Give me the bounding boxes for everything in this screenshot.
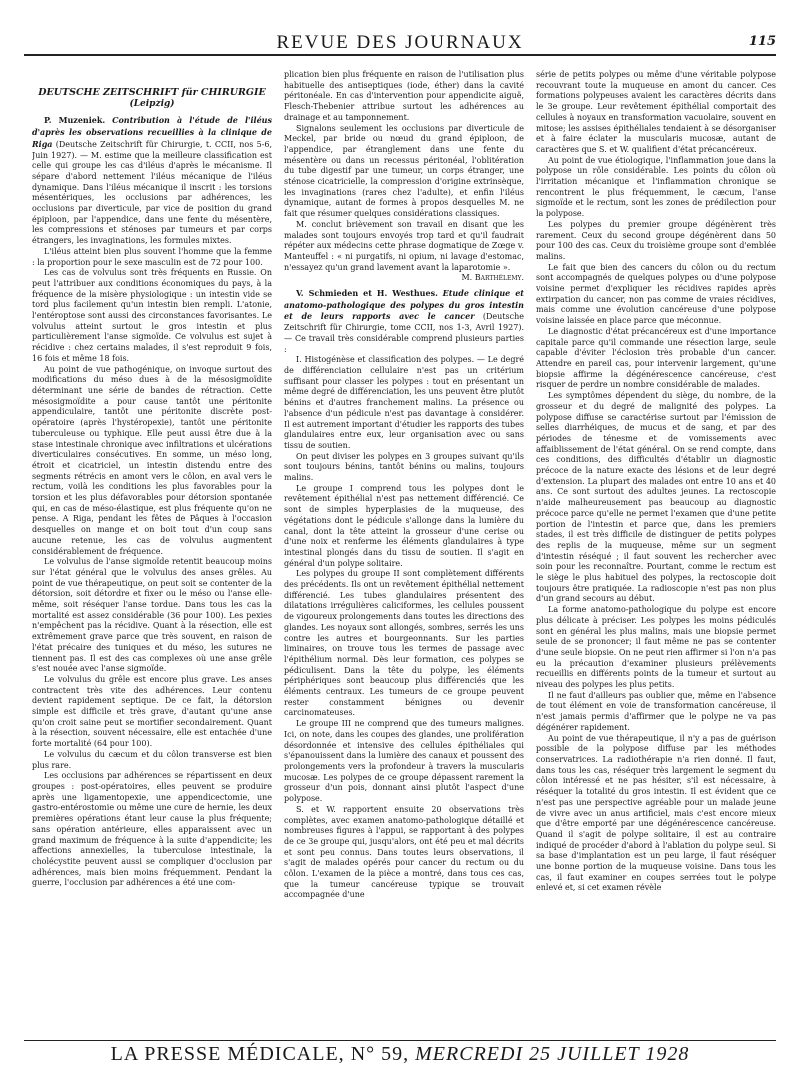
- paragraph: Il ne faut d'ailleurs pas oublier que, même en l'absence de tout élément en voie de transformation cancéreuse, il n'est jamais permis d'affirmer que le polype ne va pas dégénérer rapidement.: [536, 690, 776, 732]
- signature: M. Barthélemy.: [461, 273, 524, 283]
- paragraph: Le volvulus du cæcum et du côlon transverse est bien plus rare.: [32, 749, 272, 770]
- article-2-title: Etude clinique et anatomo-pathologique des polypes du gros intestin et de leurs rapports avec le cancer: [284, 288, 524, 322]
- paragraph: Le groupe III ne comprend que des tumeurs malignes. Ici, on note, dans les coupes des glandes, une prolifération désordonnée et intensive des cellules épithéliales qui s'épanouissent dans la lumière des canaux et poussent des prolongements vers la profondeur à travers la muscularis mucosæ. Les polypes de ce groupe dépassent rarement la grosseur d'un pois, donnant ainsi plutôt l'aspect d'une polypose.: [284, 719, 524, 804]
- article-1-intro: [32, 115, 272, 246]
- article-1-reference: (Deutsche Zeitschrift für Chirurgie, t. CCII, nos 5-6, Juin 1927). — M. estime que la meilleure classification est celle qui groupe les cas d'iléus d'après le mécanisme. Il sépare d'abord nettement l'iléus mécanique de l'iléus dynamique. Dans l'iléus mécanique il inscrit : les torsions mésentériques, les occlusions par adhérences, les occlusions par diverticule, par vice de position du grand épiploon, par l'appendice, dans une fente du mésentère, les compressions et sténoses par tumeurs et par corps étrangers, les invaginations, les formules mixtes.: [32, 139, 272, 246]
- article-2-reference: (Deutsche Zeitschrift für Chirurgie, tome CCII, nos 1-3, Avril 1927). — Ce travail très considérable comprend plusieurs parties :: [284, 312, 524, 354]
- paragraph: Le groupe I comprend tous les polypes dont le revêtement épithélial n'est pas nettement différencié. Ce sont de simples hyperplasies de la muqueuse, des végétations dont le pédicule s'allonge dans la lumière du canal, dont la tête atteint la grosseur d'une cerise ou d'une noix et renferme les éléments glandulaires à type intestinal plongés dans du tissu de soutien. Il s'agit en général d'un polype solitaire.: [284, 483, 524, 568]
- footer-date: MERCREDI 25 JUILLET 1928: [415, 1043, 690, 1065]
- paragraph: Au point de vue étiologique, l'inflammation joue dans la polypose un rôle considérable. Les points du côlon où l'irritation mécanique et l'inflammation chronique se rencontrent le plus fréquemment, le cæcum, l'anse sigmoïde et le rectum, sont les zones de prédilection pour la polypose.: [536, 155, 776, 219]
- paragraph: Au point de vue thérapeutique, il n'y a pas de guérison possible de la polypose diffuse par les méthodes conservatrices. La radiothérapie n'a rien donné. Il faut, dans tous les cas, réséquer très largement le segment du côlon intéressé et ne pas hésiter, s'il est nécessaire, à réséquer la totalité du gros intestin. Il est évident que ce n'est pas une perspective agréable pour un malade jeune de vivre avec un anus artificiel, mais c'est encore mieux que d'être emporté par une dégénérescence cancéreuse. Quand il s'agit de polype solitaire, il est au contraire indiqué de procéder d'abord à l'ablation du polype seul. Si sa base d'implantation est un peu large, il faut réséquer une bonne portion de la muqueuse voisine. Dans tous les cas, il faut examiner en coupes serrées tout le polype enlevé et, si cet examen révèle: [536, 733, 776, 893]
- section-subtitle: (Leipzig): [129, 98, 175, 109]
- paragraph: plication bien plus fréquente en raison de l'utilisation plus habituelle des antiseptiques (iode, éther) dans la cavité péritonéale. En cas d'intervention pour appendicite aiguë, Flesch-Thebenier attribue surtout les adhérences au drainage et au tamponnement.: [284, 70, 524, 122]
- paragraph: Les cas de volvulus sont très fréquents en Russie. On peut l'attribuer aux conditions économiques du pays, à la fréquence de la misère physiologique : un intestin vide se tord plus facilement qu'un intestin bien rempli. L'atonie, l'entéroptose sont aussi des circonstances favorisantes. Le volvulus atteint surtout le gros intestin et plus particulièrement l'anse sigmoïde. Ce volvulus est sujet à récidive : chez certains malades, il s'est reproduit 9 fois, 16 fois et même 18 fois.: [32, 268, 272, 363]
- paragraph: I. Histogénèse et classification des polypes. — Le degré de différenciation cellulaire n'est pas un critérium suffisant pour classer les polypes : tout en présentant un même degré de différenciation, les uns peuvent être plutôt bénins et d'autres franchement malins. La présence ou l'absence d'un pédicule n'est pas davantage à considérer. Il est autrement important d'étudier les rapports des tubes glandulaires entre eux, leur organisation avec ou sans tissu de soutien.: [284, 355, 524, 450]
- column-1: [32, 70, 272, 1030]
- journal-title: REVUE DES JOURNAUX: [276, 32, 524, 53]
- page-header: [24, 32, 776, 56]
- paragraph: M. conclut brièvement son travail en disant que les malades sont toujours envoyés trop tard et qu'il faudrait répéter aux médecins cette phrase dogmatique de Zœge v. Manteuffel : « ni purgatifs, ni opium, ni lavage d'estomac, n'essayez qu'un grand lavement avant la laparotomie ».: [284, 219, 524, 272]
- paragraph: On peut diviser les polypes en 3 groupes suivant qu'ils sont toujours bénins, tantôt bénins ou malins, toujours malins.: [284, 451, 524, 483]
- paragraph: Le volvulus de l'anse sigmoïde retentit beaucoup moins sur l'état général que le volvulus des anses grêles. Au point de vue thérapeutique, on peut soit se contenter de la détorsion, soit détordre et fixer ou le méso ou l'anse elle-même, soit réséquer l'anse tordue. Dans tous les cas la mortalité est assez considérable (36 pour 100). Les pexies n'empêchent pas la récidive. Quant à la résection, elle est extrêmement grave parce que très souvent, en raison de l'état précaire des tuniques et du méso, les sutures ne tiennent pas. Il est des cas complexes où une anse grêle s'est nouée avec l'anse sigmoïde.: [32, 557, 272, 674]
- page-footer: [24, 1040, 776, 1066]
- footer-issue: N° 59,: [350, 1043, 410, 1065]
- paragraph: Les polypes du groupe II sont complètement différents des précédents. Ils ont un revêtement épithélial nettement différencié. Les tubes glandulaires présentent des dilatations irrégulières caliciformes, les cellules poussent de vigoureux prolongements dans toutes les directions des glandes. Les noyaux sont allongés, sombres, serrés les uns contre les autres et bourgeonnants. Sur les parties liminaires, on trouve tous les termes de passage avec l'épithélium normal. Dès leur formation, ces polypes se pédiculisent. Dans la tête du polype, les éléments périphériques sont beaucoup plus différenciés que les éléments centraux. Les tumeurs de ce groupe peuvent rester constamment bénignes ou devenir carcinomateuses.: [284, 569, 524, 718]
- paragraph: Les polypes du premier groupe dégénèrent très rarement. Ceux du second groupe dégénèrent dans 50 pour 100 des cas. Ceux du troisième groupe sont d'emblée malins.: [536, 219, 776, 261]
- paragraph: Le volvulus du grêle est encore plus grave. Les anses contractent très vite des adhérences. Leur contenu devient rapidement septique. De ce fait, la détorsion simple est difficile et très grave, d'autant qu'une anse qu'on croit saine peut se mortifier secondairement. Quant à la résection, souvent nécessaire, elle est entachée d'une forte mortalité (64 pour 100).: [32, 674, 272, 749]
- page-number: 115: [748, 34, 776, 49]
- article-1-title: Contribution à l'étude de l'iléus d'après les observations recueillies à la clinique de Riga: [32, 115, 272, 149]
- footer-journal: LA PRESSE MÉDICALE,: [110, 1043, 345, 1065]
- paragraph: Signalons seulement les occlusions par diverticule de Meckel, par bride ou nœud du grand épiploon, de l'appendice, par étranglement dans une fente du mésentère ou dans un recessus péritonéal, l'oblitération du tube digestif par une tumeur, un corps étranger, une sténose cicatricielle, la compression d'origine extrinsèque, les invaginations (rares chez l'adulte), et enfin l'iléus dynamique, autant de formes à propos desquelles M. ne fait que résumer quelques considérations classiques.: [284, 123, 524, 219]
- paragraph: S. et W. rapportent ensuite 20 observations très complètes, avec examen anatomo-pathologique détaillé et nombreuses figures à l'appui, se rapportant à des polypes de ce 3e groupe qui, jusqu'alors, ont été peu et mal décrits et sont peu connus. Dans toutes leurs observations, il s'agit de malades opérés pour cancer du rectum ou du côlon. L'examen de la pièce a montré, dans tous ces cas, que la tumeur cancéreuse typique se trouvait accompagnée d'une: [284, 804, 524, 900]
- article-2-author: V. Schmieden et H. Westhues.: [296, 288, 438, 299]
- paragraph: Les occlusions par adhérences se répartissent en deux groupes : post-opératoires, elles peuvent se produire après une ligamentopexie, une appendicectomie, une gastro-entérostomie ou même une cure de hernie, les deux premières opérations étant leur cause la plus fréquente; sans opération antérieure, elles apparaissent avec un grand maximum de fréquence à la suite d'appendicite; les affections annexielles, la tuberculose intestinale, la cholécystite peuvent aussi se compliquer d'occlusion par adhérences, mais bien moins fréquemment. Pendant la guerre, l'occlusion par adhérences a été une com-: [32, 771, 272, 888]
- section-title: DEUTSCHE ZEITSCHRIFT für CHIRURGIE: [38, 87, 266, 98]
- column-2: [284, 70, 524, 1030]
- paragraph: La forme anatomo-pathologique du polype est encore plus délicate à préciser. Les polypes les moins pédiculés sont en général les plus malins, mais une biopsie permet seule de se prononcer; il faut même ne pas se contenter d'une seule biopsie. On ne peut rien affirmer si l'on n'a pas eu la précaution d'examiner plusieurs prélèvements recueillis en différents points de la tumeur et surtout au niveau des polypes les plus petits.: [536, 605, 776, 690]
- paragraph: L'iléus atteint bien plus souvent l'homme que la femme : la proportion pour le sexe masculin est de 72 pour 100.: [32, 246, 272, 267]
- paragraph: Le diagnostic d'état précancéreux est d'une importance capitale parce qu'il commande une résection large, seule capable d'éviter l'éclosion très probable d'un cancer. Attendre en pareil cas, pour intervenir largement, qu'une biopsie affirme la dégénérescence cancéreuse, c'est risquer de perdre un nombre considérable de malades.: [536, 326, 776, 390]
- paragraph: Les symptômes dépendent du siège, du nombre, de la grosseur et du degré de malignité des polypes. La polypose diffuse se caractérise surtout par l'émission de selles diarrhéiques, de mucus et de sang, et par des périodes de ténesme et de vomissements avec affaiblissement de l'état général. On se rend compte, dans ces conditions, des difficultés d'établir un diagnostic précoce de la nature exacte des lésions et de leur degré d'extension. La plupart des malades ont entre 10 ans et 40 ans. Ce sont surtout des adultes jeunes. La rectoscopie n'aide malheureusement pas beaucoup au diagnostic précoce parce qu'elle ne permet l'examen que d'une petite portion de l'intestin et parce que, dans les premiers stades, il est très difficile de distinguer de petits polypes des replis de la muqueuse, même sur un segment d'intestin réséqué ; il faut souvent les rechercher avec soin pour les reconnaître. Pourtant, comme le rectum est le siège le plus habituel des polypes, la rectoscopie doit toujours être pratiquée. La radioscopie n'est pas non plus d'un grand secours au début.: [536, 391, 776, 604]
- paragraph: Le fait que bien des cancers du côlon ou du rectum sont accompagnés de quelques polypes ou d'une polypose voisine permet d'expliquer les récidives rapides après extirpation du cancer, non pas comme de vraies récidives, mais comme une évolution cancéreuse d'une polypose voisine laissée en place parce que méconnue.: [536, 262, 776, 326]
- paragraph: Au point de vue pathogénique, on invoque surtout des modifications du méso dues à de la mésosigmoïdite déterminant une série de bandes de rétraction. Cette mésosigmoïdite a pour cause tantôt une péritonite appendiculaire, tantôt une péritonite discrète post-opératoire (après l'hystéropexie), tantôt une péritonite tuberculeuse ou typhique. Elle peut aussi être due à la stase intestinale chronique avec infiltrations et ulcérations diverticulaires consécutives. En somme, un méso long, étroit et cicatriciel, un intestin distendu entre des segments rétrécis en amont vers le côlon, en aval vers le rectum, voilà les conditions les plus favorables pour la torsion et les plus défavorables pour détorsion spontanée qui, en cas de méso-élastique, est plus fréquente qu'on ne pense. A Riga, pendant les fêtes de Pâques à l'occasion desquelles on mange et on boit tout d'un coup sans aucune retenue, les cas de volvulus augmentent considérablement de fréquence.: [32, 364, 272, 556]
- article-1-author: P. Muzeniek.: [44, 115, 106, 126]
- paragraph: série de petits polypes ou même d'une véritable polypose recouvrant toute la muqueuse en amont du cancer. Ces formations polypeuses avaient les caractères décrits dans le 3e groupe. Leur revêtement épithélial comportait des cellules à noyaux en transformation vacuolaire, souvent en mitose; les assises épithéliales tendaient à se désorganiser et à faire éclater la muscularis mucosæ, autant de caractères que S. et W. qualifient d'état précancéreux.: [536, 70, 776, 154]
- column-3: [536, 70, 776, 1030]
- text-columns: [32, 70, 776, 1030]
- article-2-intro: [284, 288, 524, 355]
